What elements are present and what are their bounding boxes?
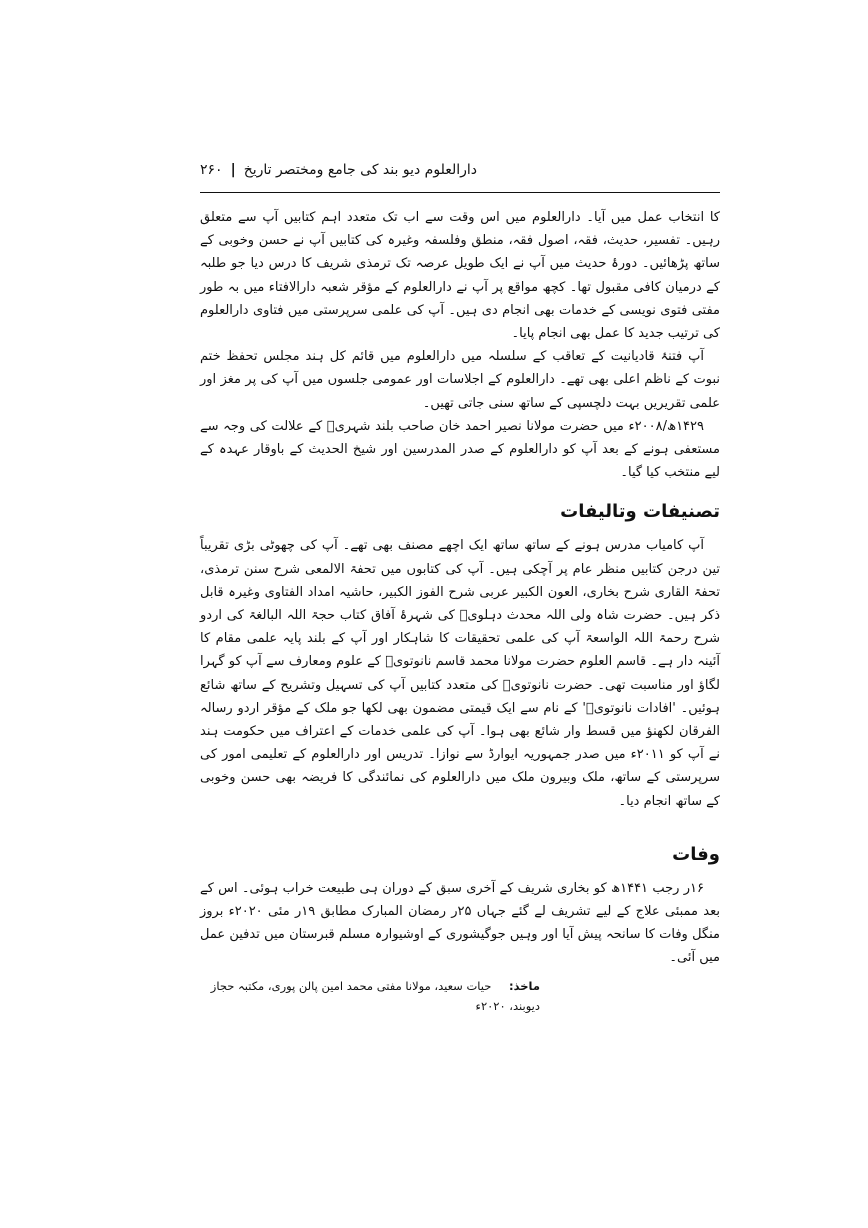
- page-number: ۲۶۰: [200, 162, 223, 178]
- source-citation: [200, 976, 720, 1016]
- section-heading-works: تصنیفات وتالیفات: [560, 501, 720, 523]
- body-paragraph: ۱۴۲۹ھ/۲۰۰۸ء میں حضرت مولانا نصیر احمد خان صاحب بلند شہریؒ کے علالت کی وجہ سے مستعفی ہونے کے بعد آپ کو دارالعلوم کے صدر المدرسین اور شیخ الحدیث کے باوقار عہدہ کے لیے منتخب کیا گیا۔: [200, 418, 720, 481]
- body-paragraph: آپ کامیاب مدرس ہونے کے ساتھ ساتھ ایک اچھے مصنف بھی تھے۔ آپ کی چھوٹی بڑی تقریباً تین درجن کتابیں منظر عام پر آچکی ہیں۔ آپ کی کتابوں میں تحفۃ الالمعی شرح سنن ترمذی، تحفۃ القاری شرح بخاری، العون الکبیر عربی شرح الفوز الکبیر، حاشیہ امداد الفتاوی وغیرہ قابل ذکر ہیں۔ حضرت شاہ ولی اللہ محدث دہلویؒ کی شہرۂ آفاق کتاب حجۃ اللہ البالغۃ کی اردو شرح رحمۃ اللہ الواسعۃ آپ کی علمی تحقیقات کا شاہکار اور آپ کے بلند پایہ علمی مقام کا آئینہ دار ہے۔ قاسم العلوم حضرت مولانا محمد قاسم نانوتویؒ کے علوم ومعارف سے آپ کو گہرا لگاؤ اور مناسبت تھی۔ حضرت نانوتویؒ کی متعدد کتابیں آپ کی تسہیل وتشریح کے ساتھ شائع ہوئیں۔ 'افادات نانوتویؒ' کے نام سے ایک قیمتی مضمون بھی لکھا جو ملک کے مؤقر اردو رسالہ الفرقان لکھنؤ میں قسط وار شائع بھی ہوا۔ آپ کی علمی خدمات کے اعتراف میں حکومت ہند نے آپ کو ۲۰۱۱ء میں صدر جمہوریہ ایوارڈ سے نوازا۔ تدریس اور دارالعلوم کے تعلیمی امور کی سرپرستی کے ساتھ، ملک وبیرون ملک میں دارالعلوم کی نمائندگی کا فریضہ بھی حسن وخوبی کے ساتھ انجام دیا۔: [200, 538, 721, 809]
- running-header: [200, 160, 720, 180]
- page-body: [200, 206, 720, 1016]
- source-label: ماخذ:: [509, 978, 540, 993]
- body-paragraph: آپ فتنۂ قادیانیت کے تعاقب کے سلسلہ میں دارالعلوم میں قائم کل ہند مجلس تحفظ ختم نبوت کے ناظم اعلی بھی تھے۔ دارالعلوم کے اجلاسات اور عمومی جلسوں میں آپ کی پر مغز اور علمی تقریریں بہت دلچسپی کے ساتھ سنی جاتی تھیں۔: [200, 349, 720, 411]
- body-paragraph: ۱۶ر رجب ۱۴۴۱ھ کو بخاری شریف کے آخری سبق کے دوران ہی طبیعت خراب ہوئی۔ اس کے بعد ممبئی علاج کے لیے تشریف لے گئے جہاں ۲۵ر رمضان المبارک مطابق ۱۹ر مئی ۲۰۲۰ء بروز منگل وفات کا سانحہ پیش آیا اور وہیں جوگیشوری کے اوشیوارہ مسلم قبرستان میں تدفین عمل میں آئی۔: [200, 880, 721, 966]
- header-rule: [200, 192, 720, 193]
- running-title: دارالعلوم دیو بند کی جامع ومختصر تاریخ: [243, 162, 477, 178]
- section-heading-death: وفات: [672, 843, 720, 865]
- header-separator: |: [230, 162, 236, 178]
- source-text: حیات سعید، مولانا مفتی محمد امین پالن پوری، مکتبہ حجاز دیوبند، ۲۰۲۰ء: [210, 978, 540, 1013]
- body-paragraph: کا انتخاب عمل میں آیا۔ دارالعلوم میں اس وقت سے اب تک متعدد اہم کتابیں آپ سے متعلق رہیں۔ تفسیر، حدیث، فقہ، اصول فقہ، منطق وفلسفہ وغیرہ کی کتابیں آپ نے حسن وخوبی کے ساتھ پڑھائیں۔ دورۂ حدیث میں آپ نے ایک طویل عرصہ تک ترمذی شریف کا درس دیا جو طلبہ کے درمیان کافی مقبول تھا۔ کچھ مواقع پر آپ نے دارالعلوم کے مؤقر شعبہ دارالافتاء میں بہ طور مفتی فتوی نویسی کے خدمات بھی انجام دی ہیں۔ آپ کی علمی سرپرستی میں فتاوی دارالعلوم کی ترتیب جدید کا عمل بھی انجام پایا۔: [200, 210, 720, 342]
